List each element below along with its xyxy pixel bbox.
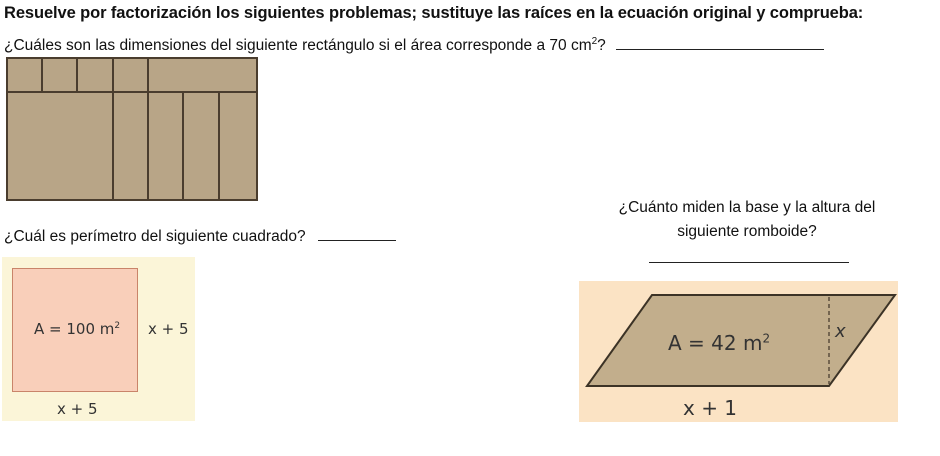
rectangle-tiles — [8, 59, 256, 199]
square-area-label — [34, 320, 120, 338]
answer-blank-square[interactable] — [318, 226, 396, 241]
question-square — [4, 226, 396, 246]
rhomboid-base-label: x + 1 — [683, 396, 738, 420]
answer-blank-rectangle[interactable] — [616, 35, 824, 50]
question-rectangle — [4, 35, 824, 55]
question-rhomboid-line1: ¿Cuánto miden la base y la altura del — [618, 199, 876, 216]
rhomboid-area-exponent: 2 — [762, 331, 771, 346]
rhomboid-height-label: x — [835, 321, 846, 342]
question-rectangle-end: ? — [597, 37, 606, 54]
question-square-text: ¿Cuál es perímetro del siguiente cuadrado? — [4, 228, 306, 245]
question-rectangle-exponent: 2 — [591, 35, 598, 47]
rhomboid-area-text: A = 42 m — [668, 331, 763, 355]
square-side-bottom-label: x + 5 — [57, 400, 98, 418]
question-rhomboid-line2: siguiente romboide? — [677, 223, 817, 240]
rectangle-figure — [6, 57, 258, 201]
rhomboid-area-label — [668, 331, 770, 355]
page-title: Resuelve por factorización los siguientes problemas; sustituye las raíces en la ecuación original y comprueba: — [4, 4, 864, 22]
square-area-exponent: 2 — [114, 321, 121, 331]
question-rhomboid — [586, 196, 908, 244]
square-side-right-label: x + 5 — [148, 320, 189, 338]
square-area-text: A = 100 m — [34, 320, 115, 338]
question-rectangle-text: ¿Cuáles son las dimensiones del siguiente rectángulo si el área corresponde a 70 cm — [4, 37, 592, 54]
answer-blank-rhomboid[interactable] — [649, 262, 849, 263]
